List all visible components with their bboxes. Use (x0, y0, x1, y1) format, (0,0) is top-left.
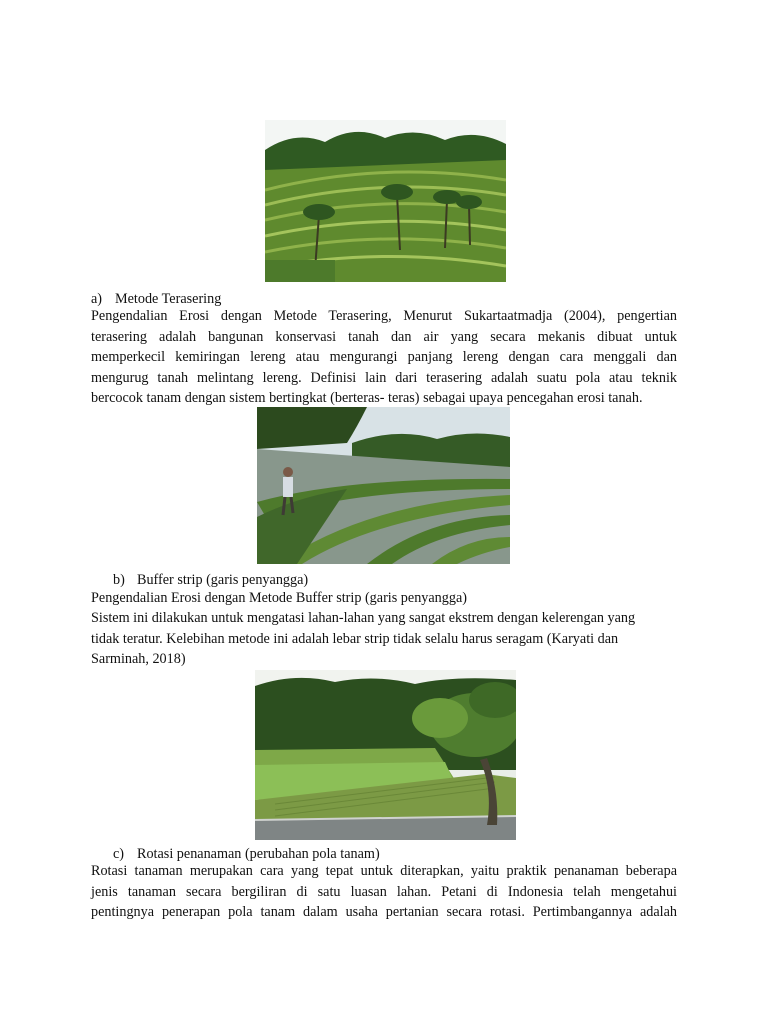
section-a-paragraph (91, 306, 677, 409)
section-a-label: a) (91, 291, 103, 307)
section-b-heading (113, 570, 308, 590)
paragraph-line: bercocok tanam dengan sistem bertingkat (berteras- teras) sebagai upaya pencegahan erosi tanah. (91, 390, 643, 406)
paragraph-line: memperkecil kemiringan lereng atau mengurangi panjang lereng dengan cara menggali dan (91, 349, 677, 365)
subheading-line: Pengendalian Erosi dengan Metode Buffer strip (garis penyangga) (91, 590, 467, 606)
paragraph-line: tidak teratur. Kelebihan metode ini adalah lebar strip tidak selalu harus seragam (Karyati dan (91, 630, 619, 647)
section-b-paragraph (91, 608, 677, 670)
paragraph-line: Pengendalian Erosi dengan Metode Terasering, Menurut Sukartaatmadja (2004), pengertian (91, 308, 677, 324)
section-b-title: Buffer strip (garis penyangga) (137, 572, 309, 588)
paragraph-line: mengurug tanah melintang lereng. Definisi lain dari terasering adalah suatu pola atau teknik (91, 369, 677, 386)
buffer-strip-photo (257, 407, 510, 564)
rice-terrace-photo (265, 120, 506, 282)
paragraph-line: pentingnya penerapan pola tanam dalam usaha pertanian secara rotasi. Pertimbangannya adalah (91, 904, 677, 920)
section-a-title: Metode Terasering (115, 291, 222, 307)
paragraph-line: Sistem ini dilakukan untuk mengatasi lahan-lahan yang sangat ekstrem dengan kelerengan yang (91, 610, 636, 626)
section-c-label: c) (113, 846, 125, 862)
paragraph-line: terasering adalah bangunan konservasi tanah dan air yang secara mekanis dibuat untuk (91, 328, 677, 345)
paragraph-line: Rotasi tanaman merupakan cara yang tepat untuk diterapkan, yaitu praktik penanaman beberapa (91, 863, 677, 879)
paragraph-line: jenis tanaman secara bergiliran di satu luasan lahan. Petani di Indonesia telah mengetahui (91, 883, 677, 900)
section-c-paragraph (91, 861, 677, 923)
section-b-subheading (91, 588, 677, 609)
paragraph-line: Sarminah, 2018) (91, 651, 186, 667)
section-c-title: Rotasi penanaman (perubahan pola tanam) (137, 846, 380, 862)
section-b-label: b) (113, 572, 125, 588)
crop-rotation-photo (255, 670, 516, 840)
